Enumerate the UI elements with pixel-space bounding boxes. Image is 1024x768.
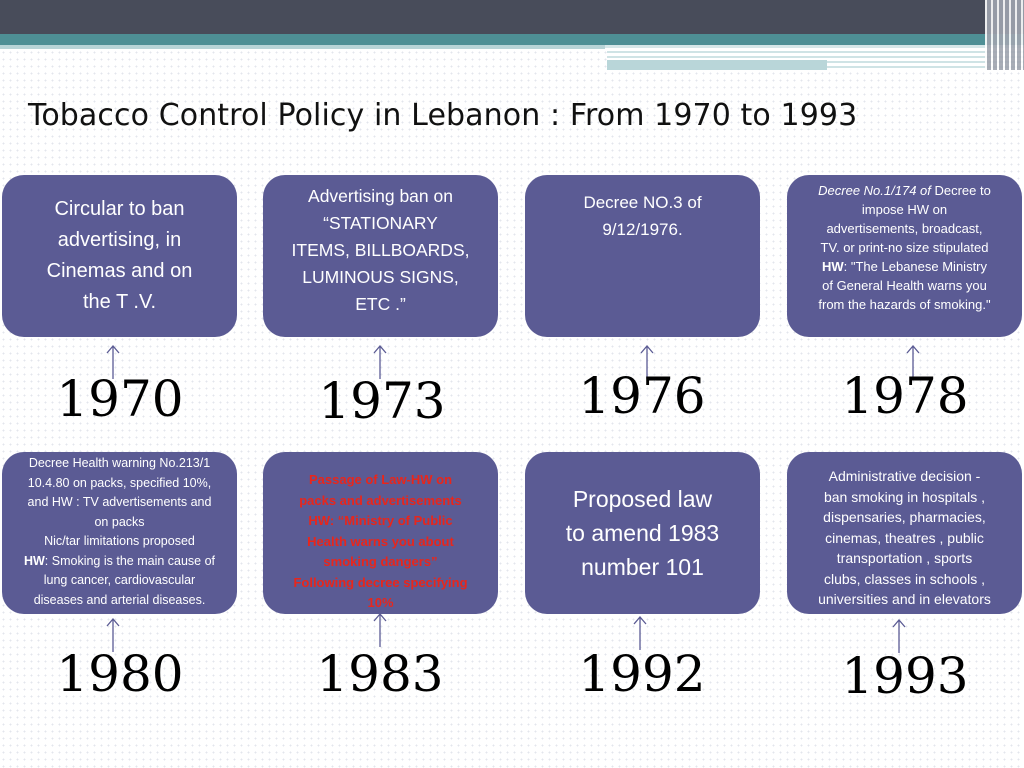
card-1983-line: HW: “Ministry of Public bbox=[308, 513, 453, 528]
card-1980-line: and HW : TV advertisements and bbox=[27, 495, 212, 509]
header-teal-accent bbox=[607, 60, 827, 70]
up-arrow-icon bbox=[373, 612, 387, 648]
card-1973-line: ETC .” bbox=[355, 294, 406, 314]
card-1970-line: advertising, in bbox=[57, 229, 182, 251]
card-1992 bbox=[525, 452, 760, 614]
card-1980-line: Nic/tar limitations proposed bbox=[44, 534, 195, 548]
card-1978-line: impose HW on bbox=[861, 202, 948, 217]
year-1978: 1978 bbox=[841, 367, 969, 425]
year-1976: 1976 bbox=[578, 367, 706, 425]
card-1983 bbox=[263, 452, 498, 614]
header-light-bar bbox=[0, 45, 605, 49]
card-1983-line: Passage of Law-HW on bbox=[308, 472, 453, 487]
card-1978-line: of General Health warns you bbox=[822, 278, 987, 293]
card-1978 bbox=[787, 175, 1022, 337]
card-1973 bbox=[263, 175, 498, 337]
card-1983-line: Health warns you about bbox=[307, 533, 454, 549]
card-1993-line: clubs, classes in schools , bbox=[823, 570, 986, 587]
card-1980-line: 10.4.80 on packs, specified 10%, bbox=[27, 475, 212, 490]
card-1973-line: “STATIONARY bbox=[323, 213, 438, 233]
year-1992: 1992 bbox=[578, 645, 706, 703]
card-1980 bbox=[2, 452, 237, 614]
card-1980-text: : Smoking is the main cause of bbox=[44, 553, 216, 568]
card-1970-line: Circular to ban bbox=[54, 198, 185, 220]
card-1978-text: : "The Lebanese Ministry bbox=[843, 259, 988, 274]
card-1980-line: on packs bbox=[94, 514, 145, 529]
header-teal-bar bbox=[0, 34, 1024, 45]
card-1993 bbox=[787, 452, 1022, 614]
card-1993-line: cinemas, theatres , public bbox=[825, 529, 984, 546]
card-1983-line: packs and advertisements bbox=[299, 492, 462, 508]
card-1980-line: diseases and arterial diseases. bbox=[33, 592, 206, 607]
card-1992-line: number 101 bbox=[581, 554, 704, 580]
card-1983-line: smoking dangers” bbox=[323, 554, 438, 569]
slide-title: Tobacco Control Policy in Lebanon : From 1970 to 1993 bbox=[28, 98, 858, 133]
header-vertical-stripes bbox=[985, 0, 1024, 70]
card-1993-line: Administrative decision - bbox=[828, 468, 981, 484]
card-1993-line: dispensaries, pharmacies, bbox=[823, 509, 986, 525]
card-1992-line: to amend 1983 bbox=[565, 520, 720, 546]
year-1993: 1993 bbox=[841, 647, 969, 705]
card-1992-line: Proposed law bbox=[572, 486, 713, 512]
card-1976-line: Decree NO.3 of bbox=[583, 193, 702, 212]
decree-reference: Decree No.1/174 of bbox=[818, 183, 931, 198]
year-1980: 1980 bbox=[56, 645, 184, 703]
header-dark-bar bbox=[0, 0, 1024, 34]
card-1978-line: advertisements, broadcast, bbox=[826, 221, 983, 236]
card-1976-line: 9/12/1976. bbox=[602, 220, 683, 239]
card-1980-line: Decree Health warning No.213/1 bbox=[28, 456, 211, 470]
card-1970-line: Cinemas and on bbox=[46, 260, 193, 282]
card-1976 bbox=[525, 175, 760, 337]
year-1973: 1973 bbox=[318, 372, 446, 430]
card-1973-line: LUMINOUS SIGNS, bbox=[302, 267, 459, 287]
card-1973-line: ITEMS, BILLBOARDS, bbox=[291, 240, 470, 260]
card-1978-line bbox=[822, 257, 987, 276]
card-1978-line: from the hazards of smoking." bbox=[818, 297, 991, 312]
card-1978-line: TV. or print-no size stipulated bbox=[820, 240, 989, 255]
card-1980-line: lung cancer, cardiovascular bbox=[43, 573, 196, 587]
hw-label: HW bbox=[821, 259, 844, 274]
card-1983-line: 10% bbox=[367, 595, 394, 610]
card-1970 bbox=[2, 175, 237, 337]
card-1980-line bbox=[24, 552, 215, 572]
card-1970-line: the T .V. bbox=[82, 291, 157, 313]
card-1973-line: Advertising ban on bbox=[308, 186, 453, 206]
card-1983-line: Following decree specifying bbox=[293, 574, 468, 590]
card-1978-line bbox=[818, 181, 991, 200]
year-1983: 1983 bbox=[316, 645, 444, 703]
card-1993-line: universities and in elevators bbox=[818, 591, 991, 607]
year-1970: 1970 bbox=[56, 370, 184, 428]
card-1993-line: ban smoking in hospitals , bbox=[823, 488, 986, 505]
card-1993-line: transportation , sports bbox=[836, 550, 973, 566]
hw-label: HW bbox=[23, 553, 45, 568]
card-1978-text: Decree to bbox=[930, 183, 991, 198]
